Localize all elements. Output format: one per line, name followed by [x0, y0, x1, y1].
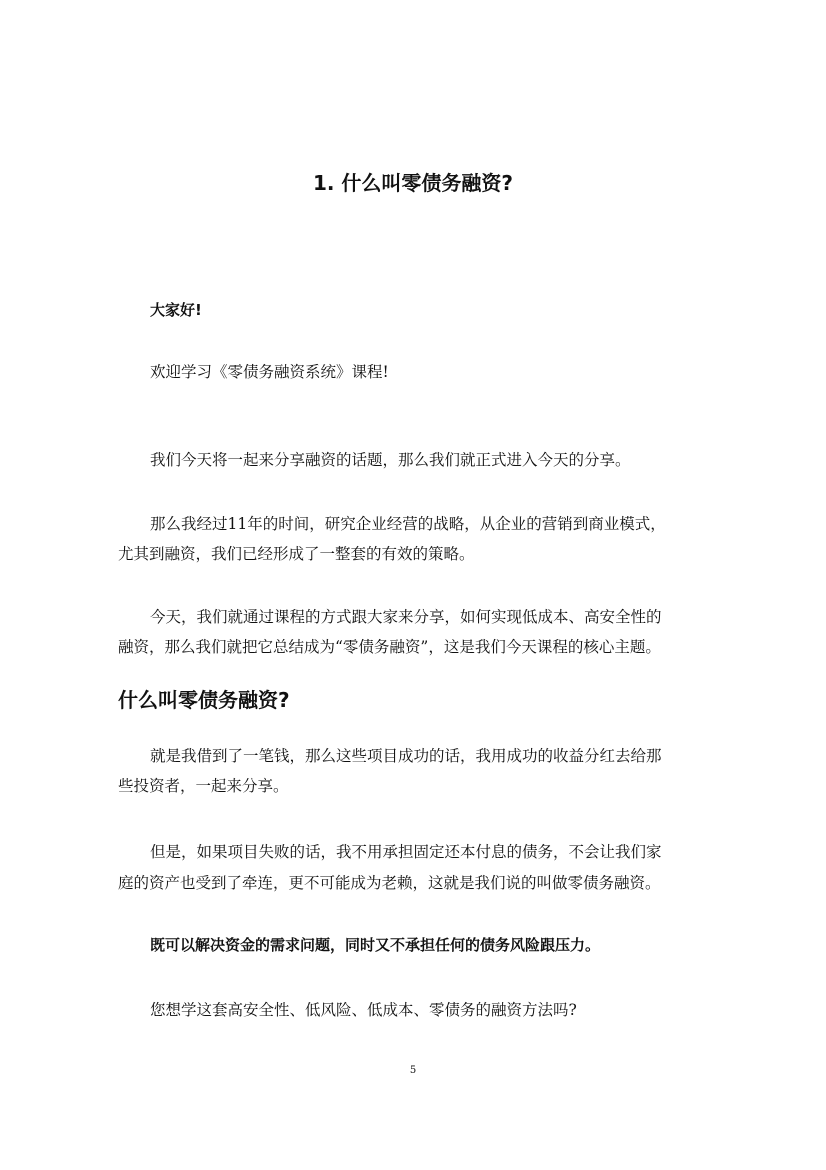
closing-question: 您想学这套高安全性、低风险、低成本、零债务的融资方法吗? [150, 1001, 577, 1019]
paragraph-line: 融资，那么我们就把它总结成为“零债务融资”，这是我们今天课程的核心主题。 [118, 638, 661, 656]
paragraph-line: 就是我借到了一笔钱，那么这些项目成功的话，我用成功的收益分红去给那 [150, 747, 662, 765]
page-title: 1. 什么叫零债务融资? [312, 171, 514, 195]
intro-paragraph: 我们今天将一起来分享融资的话题，那么我们就正式进入今天的分享。 [150, 451, 631, 469]
greeting: 大家好! [150, 301, 202, 319]
paragraph-line: 庭的资产也受到了牵连，更不可能成为老赖，这就是我们说的叫做零债务融资。 [118, 874, 661, 892]
paragraph-line: 但是，如果项目失败的话，我不用承担固定还本付息的债务，不会让我们家 [150, 843, 662, 861]
paragraph-line: 些投资者，一起来分享。 [118, 777, 289, 795]
key-statement: 既可以解决资金的需求问题，同时又不承担任何的债务风险跟压力。 [150, 936, 601, 954]
welcome-paragraph: 欢迎学习《零债务融资系统》课程! [150, 363, 389, 381]
paragraph-line: 尤其到融资，我们已经形成了一整套的有效的策略。 [118, 545, 475, 563]
section-heading: 什么叫零债务融资? [118, 688, 290, 712]
paragraph-line: 那么我经过11年的时间，研究企业经营的战略，从企业的营销到商业模式， [150, 515, 666, 533]
paragraph-line: 今天，我们就通过课程的方式跟大家来分享，如何实现低成本、高安全性的 [150, 608, 662, 626]
page-number: 5 [409, 1065, 417, 1076]
